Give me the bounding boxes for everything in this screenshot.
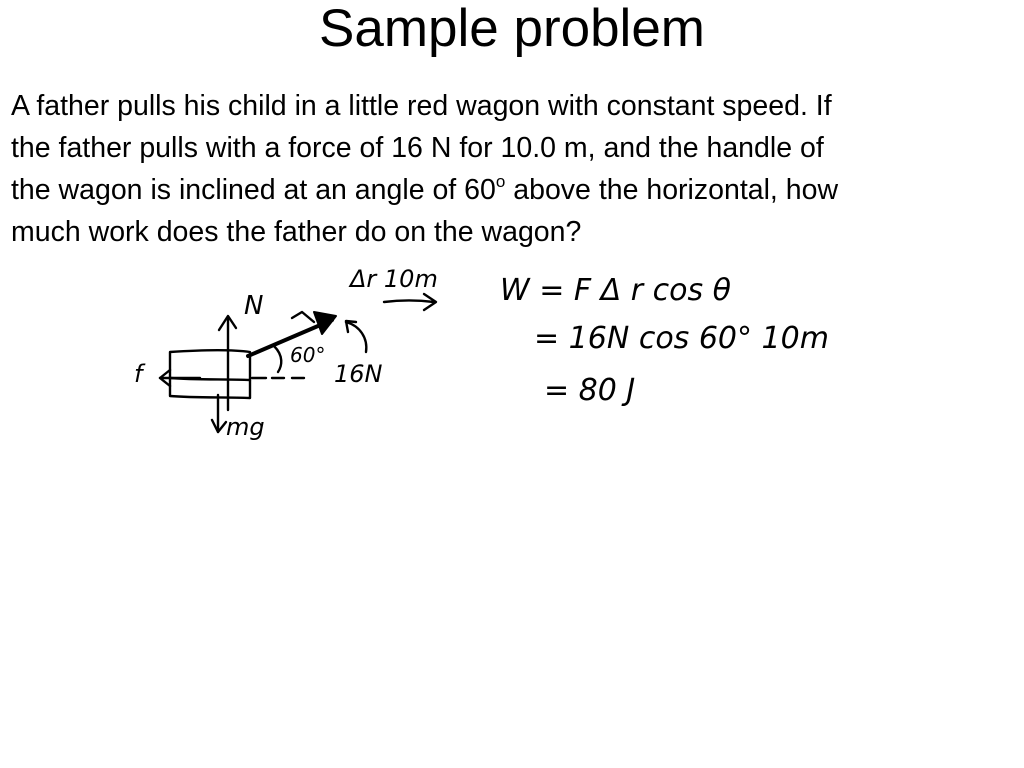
- normal-force-label: N: [244, 291, 264, 321]
- handle-grip: [292, 312, 314, 322]
- substitution-step: = 16N cos 60° 10m: [534, 321, 829, 356]
- problem-line-1: A father pulls his child in a little red wagon with constant speed. If: [11, 90, 832, 122]
- handwritten-annotations: [0, 250, 1024, 460]
- weight-label: mg: [226, 413, 265, 441]
- angle-label: 60°: [290, 343, 326, 367]
- degree-superscript: o: [495, 172, 506, 191]
- solution-work: [500, 273, 829, 408]
- applied-force-arrowhead: [314, 312, 336, 334]
- applied-force-label: 16N: [334, 360, 383, 388]
- angle-arc: [274, 346, 281, 372]
- displacement-vector: [384, 301, 434, 303]
- problem-line-3-text: the wagon is inclined at an angle of 60: [11, 174, 496, 206]
- displacement-label: Δr 10m: [350, 265, 438, 293]
- problem-line-4: much work does the father do on the wagon?: [11, 216, 582, 248]
- friction-label: f: [134, 360, 143, 388]
- result-step: = 80 J: [544, 373, 636, 408]
- curved-indicator-arrow: [346, 322, 366, 352]
- problem-line-3-rest: above the horizontal, how: [505, 174, 839, 206]
- slide-title: Sample problem: [319, 0, 705, 58]
- problem-statement: [11, 85, 1011, 253]
- problem-line-3: [11, 169, 1011, 211]
- work-formula: W = F Δ r cos θ: [500, 273, 731, 308]
- free-body-diagram: [134, 265, 438, 441]
- wagon-box: [170, 350, 250, 398]
- problem-line-2: the father pulls with a force of 16 N for 10.0 m, and the handle of: [11, 132, 824, 164]
